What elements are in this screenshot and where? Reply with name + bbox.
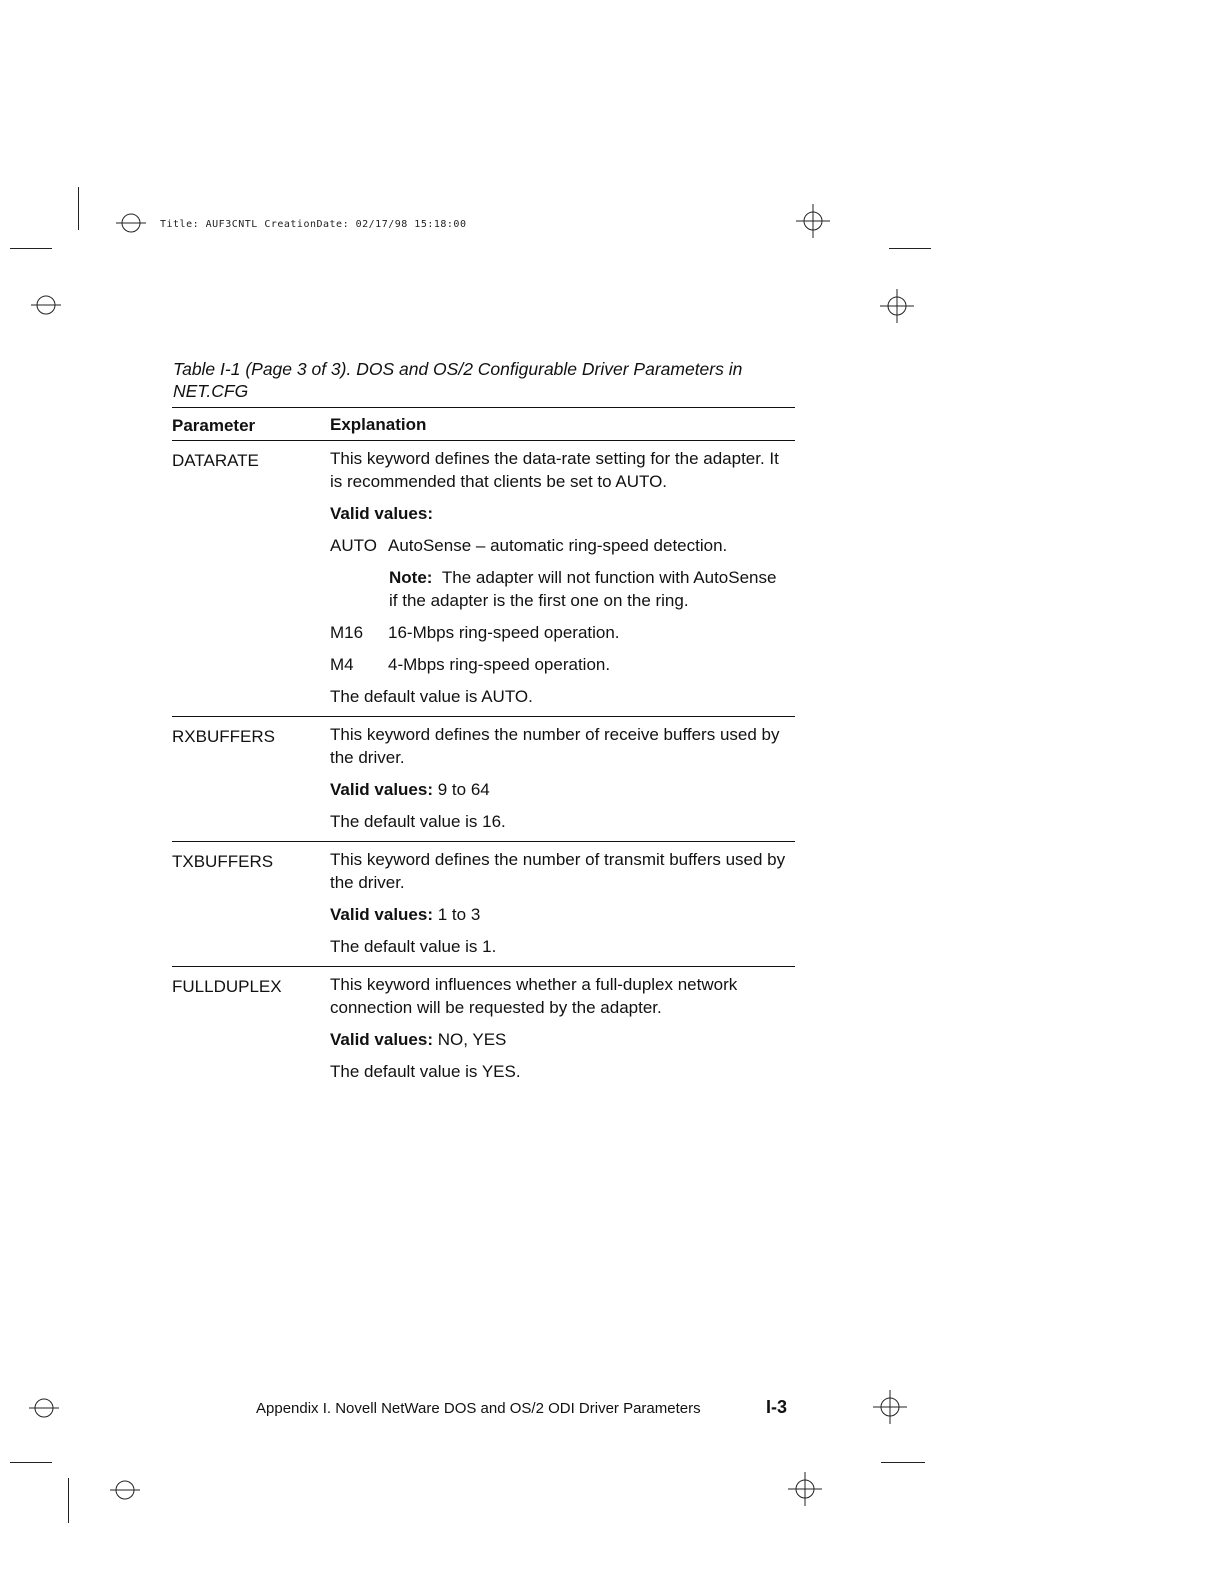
description: This keyword defines the number of transmit buffers used by the driver. xyxy=(330,850,786,892)
value-key: M4 xyxy=(330,655,354,674)
crop-mark xyxy=(78,187,79,230)
registration-mark-icon xyxy=(880,289,914,323)
parameter-name: RXBUFFERS xyxy=(172,727,275,746)
parameter-name: DATARATE xyxy=(172,451,259,470)
default-value: The default value is 16. xyxy=(330,812,506,831)
description: This keyword influences whether a full-duplex network connection will be requested by the adapter. xyxy=(330,975,738,1017)
registration-mark-icon xyxy=(110,1478,140,1502)
value-key: AUTO xyxy=(330,536,377,555)
value-item xyxy=(330,534,795,557)
valid-values xyxy=(330,903,795,926)
default-value: The default value is AUTO. xyxy=(330,687,533,706)
crop-mark xyxy=(10,248,52,249)
column-header-explanation: Explanation xyxy=(330,414,427,434)
registration-mark-icon xyxy=(873,1390,907,1424)
value-text: 4-Mbps ring-speed operation. xyxy=(388,655,611,674)
valid-values-range: 1 to 3 xyxy=(437,905,481,924)
valid-values-range: 9 to 64 xyxy=(437,780,490,799)
parameter-name: TXBUFFERS xyxy=(172,852,274,871)
table-row xyxy=(172,441,795,716)
valid-values-label: Valid values: xyxy=(330,1030,433,1049)
registration-mark-icon xyxy=(116,211,146,235)
table-caption: Table I-1 (Page 3 of 3). DOS and OS/2 Configurable Driver Parameters in NET.CFG xyxy=(173,359,743,401)
valid-values-label: Valid values: xyxy=(330,780,433,799)
column-header-parameter: Parameter xyxy=(172,415,256,435)
default-value: The default value is 1. xyxy=(330,937,497,956)
registration-mark-icon xyxy=(31,293,61,317)
description: This keyword defines the number of receive buffers used by the driver. xyxy=(330,725,780,767)
valid-values xyxy=(330,1028,795,1051)
print-slug: Title: AUF3CNTL CreationDate: 02/17/98 15:18:00 xyxy=(160,219,467,230)
running-footer: Appendix I. Novell NetWare DOS and OS/2 ODI Driver Parameters xyxy=(256,1400,701,1417)
parameter-explanation xyxy=(330,848,795,958)
registration-mark-icon xyxy=(788,1472,822,1506)
parameter-explanation xyxy=(330,447,795,708)
table-row xyxy=(172,967,795,1091)
crop-mark xyxy=(10,1462,52,1463)
valid-values-label: Valid values: xyxy=(330,905,433,924)
value-item xyxy=(330,621,795,644)
description: This keyword defines the data-rate setting for the adapter. It is recommended that clients be set to AUTO. xyxy=(330,449,779,491)
table-header-row xyxy=(172,408,795,440)
value-item xyxy=(330,653,795,676)
parameter-explanation xyxy=(330,723,795,833)
table-row xyxy=(172,717,795,841)
registration-mark-icon xyxy=(29,1396,59,1420)
value-text: 16-Mbps ring-speed operation. xyxy=(388,623,620,642)
note xyxy=(389,566,789,612)
registration-mark-icon xyxy=(796,204,830,238)
table-row xyxy=(172,842,795,966)
valid-values-range: NO, YES xyxy=(437,1030,507,1049)
note-label: Note: xyxy=(389,568,433,587)
valid-values-label: Valid values: xyxy=(330,504,433,523)
parameter-name: FULLDUPLEX xyxy=(172,977,282,996)
crop-mark xyxy=(881,1462,925,1463)
value-key: M16 xyxy=(330,623,364,642)
note-text: The adapter will not function with AutoSense if the adapter is the first one on the ring. xyxy=(389,568,777,610)
parameter-explanation xyxy=(330,973,795,1083)
valid-values xyxy=(330,778,795,801)
crop-mark xyxy=(889,248,931,249)
value-text: AutoSense – automatic ring-speed detection. xyxy=(388,536,728,555)
page-number: I-3 xyxy=(766,1397,788,1417)
default-value: The default value is YES. xyxy=(330,1062,521,1081)
crop-mark xyxy=(68,1478,69,1523)
parameter-table xyxy=(172,407,795,1091)
